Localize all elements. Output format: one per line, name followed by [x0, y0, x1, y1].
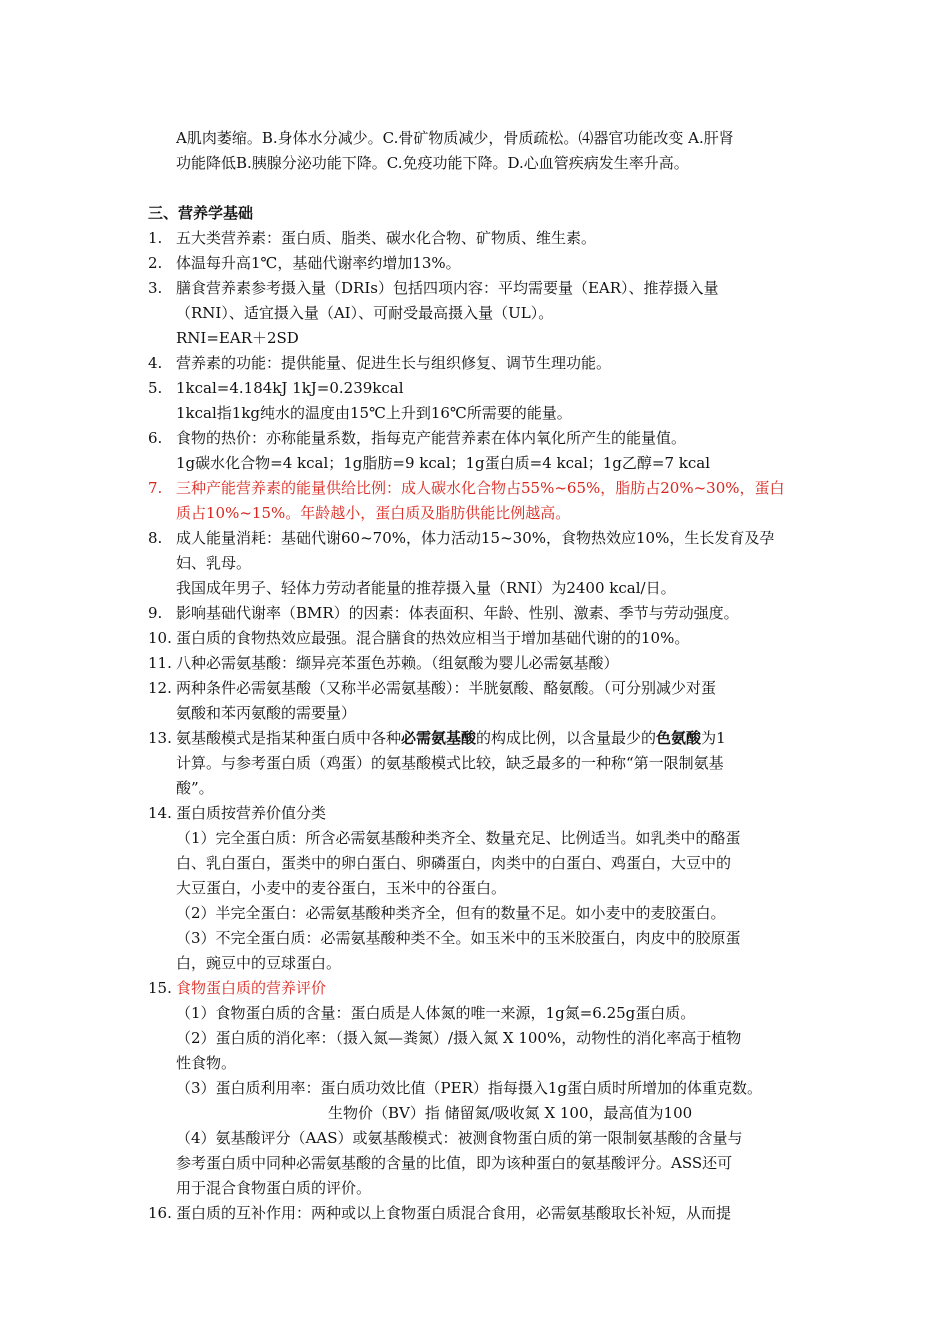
item-number: 3.	[148, 279, 163, 297]
intro-line: A肌肉萎缩。B.身体水分减少。C.骨矿物质减少，骨质疏松。⑷器官功能改变 A.肝肾	[176, 129, 734, 147]
item-text: （RNI）、适宜摄入量（AI）、可耐受最高摄入量（UL）。	[176, 304, 554, 322]
item-number: 13.	[148, 729, 172, 747]
item-number: 9.	[148, 604, 163, 622]
item-text: 蛋白质按营养价值分类	[176, 804, 327, 822]
sub-item-text: 白、乳白蛋白，蛋类中的卵白蛋白、卵磷蛋白，肉类中的白蛋白、鸡蛋白，大豆中的	[176, 854, 732, 872]
item-text: 我国成年男子、轻体力劳动者能量的推荐摄入量（RNI）为2400 kcal/日。	[176, 579, 676, 597]
item-number: 16.	[148, 1204, 172, 1222]
sub-item-text: 用于混合食物蛋白质的评价。	[176, 1179, 372, 1197]
sub-item-text: 参考蛋白质中同种必需氨基酸的含量的比值，即为该种蛋白的氨基酸评分。ASS还可	[176, 1154, 733, 1172]
item-text: 酸”。	[176, 779, 214, 797]
item-number: 14.	[148, 804, 172, 822]
intro-line: 功能降低B.胰腺分泌功能下降。C.免疫功能下降。D.心血管疾病发生率升高。	[176, 154, 689, 172]
item-text: 体温每升高1℃，基础代谢率约增加13%。	[176, 254, 461, 272]
sub-item-text: 白，豌豆中的豆球蛋白。	[176, 954, 342, 972]
text-run: 氨基酸模式是指某种蛋白质中各种	[176, 729, 402, 747]
sub-item-text: （2）半完全蛋白：必需氨基酸种类齐全，但有的数量不足。如小麦中的麦胶蛋白。	[176, 904, 726, 922]
item-text: 五大类营养素：蛋白质、脂类、碳水化合物、矿物质、维生素。	[176, 229, 597, 247]
sub-item-text: （1）完全蛋白质：所含必需氨基酸种类齐全、数量充足、比例适当。如乳类中的酪蛋	[176, 829, 741, 847]
sub-item-text: （3）蛋白质利用率：蛋白质功效比值（PER）指每摄入1g蛋白质时所增加的体重克数。	[176, 1079, 763, 1097]
item-text: 1kcal指1kg纯水的温度由15℃上升到16℃所需要的能量。	[176, 404, 572, 422]
item-text-highlight: 三种产能营养素的能量供给比例：成人碳水化合物占55%~65%，脂肪占20%~30%，蛋白	[176, 479, 785, 497]
item-text: 1kcal=4.184kJ 1kJ=0.239kcal	[176, 379, 404, 397]
item-text: 妇、乳母。	[176, 554, 252, 572]
item-number: 5.	[148, 379, 163, 397]
bold-term: 必需氨基酸	[401, 729, 477, 747]
item-number: 1.	[148, 229, 163, 247]
item-number: 15.	[148, 979, 172, 997]
item-text: 1g碳水化合物=4 kcal；1g脂肪=9 kcal；1g蛋白质=4 kcal；1g乙醇=7 kcal	[176, 454, 711, 472]
item-text: 两种条件必需氨基酸（又称半必需氨基酸）：半胱氨酸、酪氨酸。（可分别减少对蛋	[176, 679, 717, 697]
sub-item-text: （1）食物蛋白质的含量：蛋白质是人体氮的唯一来源，1g氮=6.25g蛋白质。	[176, 1004, 696, 1022]
item-text: 蛋白质的互补作用：两种或以上食物蛋白质混合食用，必需氨基酸取长补短，从而提	[176, 1204, 732, 1222]
sub-item-text: 生物价（BV）指 储留氮/吸收氮 X 100，最高值为100	[328, 1104, 693, 1122]
sub-item-text: （3）不完全蛋白质：必需氨基酸种类不全。如玉米中的玉米胶蛋白，肉皮中的胶原蛋	[176, 929, 741, 947]
item-text-highlight: 食物蛋白质的营养评价	[176, 979, 327, 997]
bold-term: 色氨酸	[656, 729, 702, 747]
item-number: 11.	[148, 654, 172, 672]
item-number: 4.	[148, 354, 163, 372]
item-text: 营养素的功能：提供能量、促进生长与组织修复、调节生理功能。	[176, 354, 612, 372]
item-text: 氨酸和苯丙氨酸的需要量）	[176, 704, 357, 722]
item-text: 影响基础代谢率（BMR）的因素：体表面积、年龄、性别、激素、季节与劳动强度。	[176, 604, 739, 622]
item-text: 膳食营养素参考摄入量（DRIs）包括四项内容：平均需要量（EAR）、推荐摄入量	[176, 279, 719, 297]
item-text: RNI=EAR＋2SD	[176, 329, 299, 347]
sub-item-text: 性食物。	[176, 1054, 237, 1072]
item-text: 食物的热价：亦称能量系数，指每克产能营养素在体内氧化所产生的能量值。	[176, 429, 687, 447]
item-number: 2.	[148, 254, 163, 272]
sub-item-text: （4）氨基酸评分（AAS）或氨基酸模式：被测食物蛋白质的第一限制氨基酸的含量与	[176, 1129, 743, 1147]
item-number: 7.	[148, 479, 163, 497]
text-run: 为1	[701, 729, 726, 747]
sub-item-text: 大豆蛋白，小麦中的麦谷蛋白，玉米中的谷蛋白。	[176, 879, 507, 897]
section-heading: 三、营养学基础	[148, 204, 254, 222]
item-text	[176, 726, 726, 750]
item-number: 6.	[148, 429, 163, 447]
item-text-highlight: 质占10%~15%。年龄越小，蛋白质及脂肪供能比例越高。	[176, 504, 571, 522]
item-text: 八种必需氨基酸：缬异亮苯蛋色苏赖。（组氨酸为婴儿必需氨基酸）	[176, 654, 619, 672]
item-text: 蛋白质的食物热效应最强。混合膳食的热效应相当于增加基础代谢的的10%。	[176, 629, 690, 647]
item-text: 成人能量消耗：基础代谢60~70%，体力活动15~30%，食物热效应10%，生长发育及孕	[176, 529, 775, 547]
item-number: 12.	[148, 679, 172, 697]
item-number: 10.	[148, 629, 172, 647]
text-run: 的构成比例，以含量最少的	[476, 729, 657, 747]
sub-item-text: （2）蛋白质的消化率：（摄入氮—粪氮）/摄入氮 X 100%，动物性的消化率高于植物	[176, 1029, 742, 1047]
item-number: 8.	[148, 529, 163, 547]
item-text: 计算。与参考蛋白质（鸡蛋）的氨基酸模式比较，缺乏最多的一种称“第一限制氨基	[176, 754, 724, 772]
